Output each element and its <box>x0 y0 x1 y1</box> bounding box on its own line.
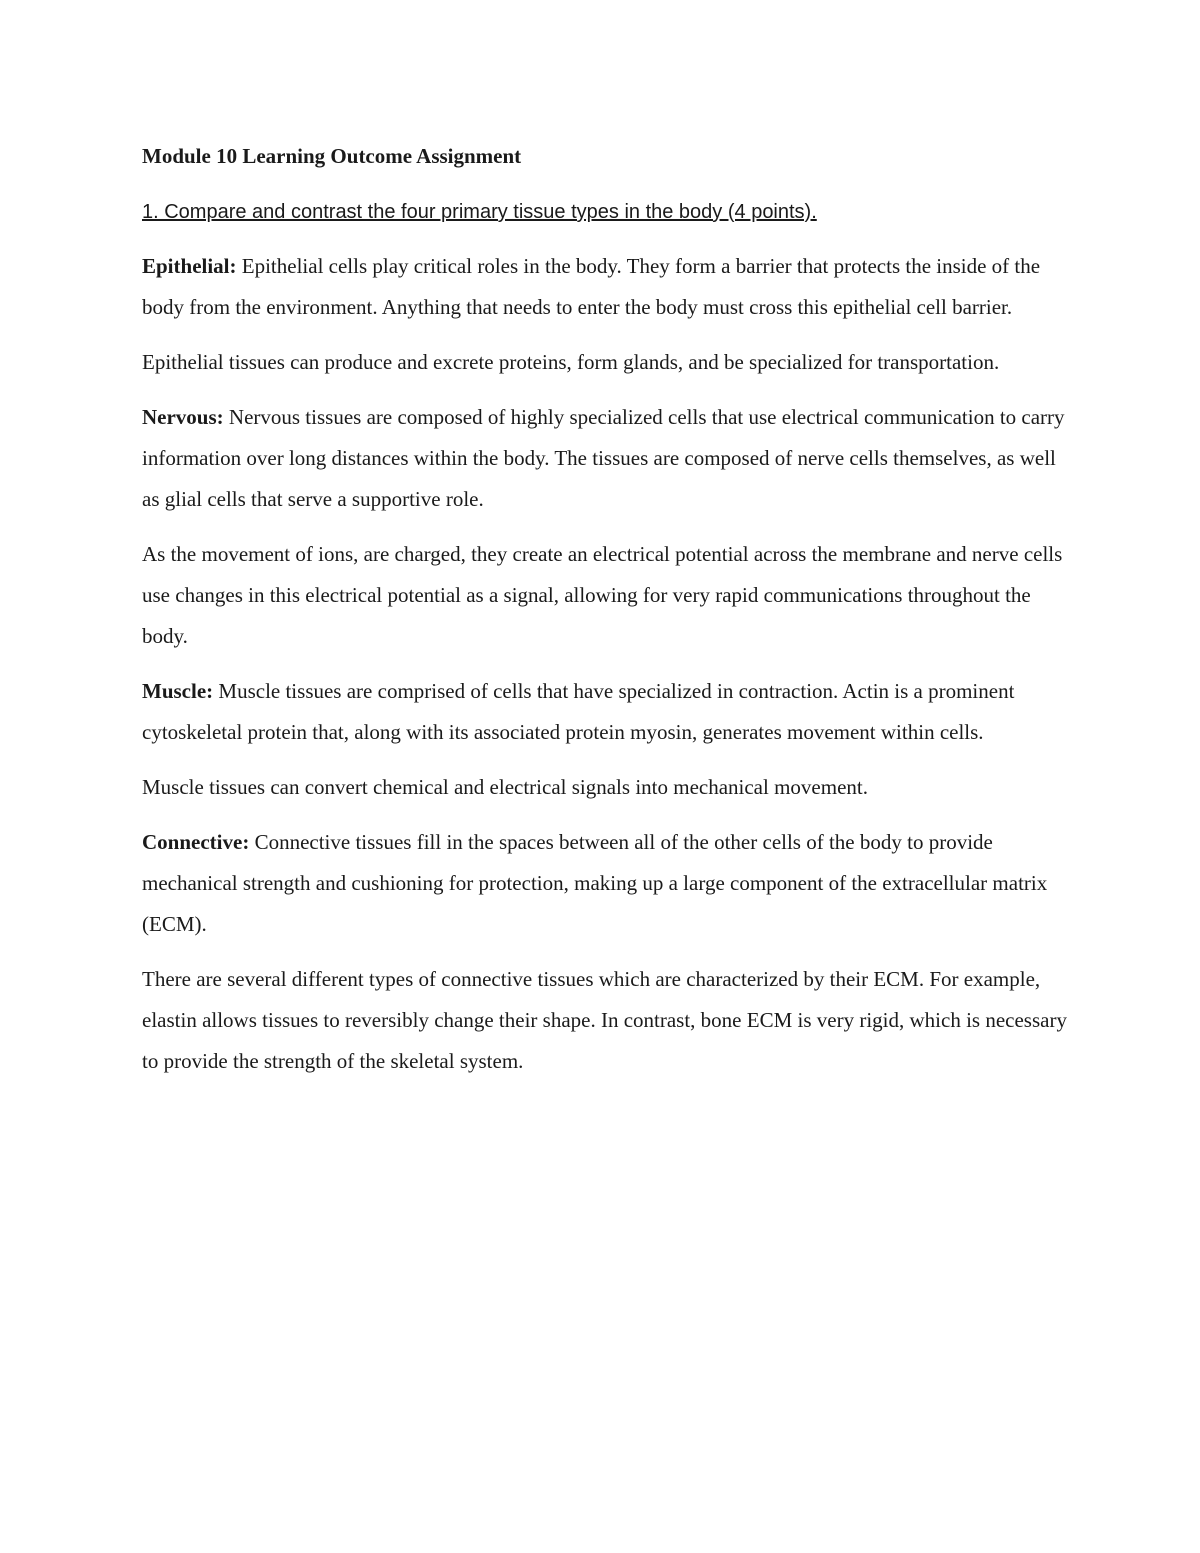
question-prompt: 1. Compare and contrast the four primary tissue types in the body (4 points). <box>142 201 817 223</box>
epithelial-paragraph-2 <box>142 342 1072 383</box>
muscle-text-2: Muscle tissues can convert chemical and electrical signals into mechanical movement. <box>142 775 868 799</box>
muscle-term: Muscle: <box>142 679 214 703</box>
document-title: Module 10 Learning Outcome Assignment <box>142 144 522 168</box>
muscle-paragraph <box>142 671 1072 753</box>
epithelial-text-1: Epithelial cells play critical roles in the body. They form a barrier that protects the inside of the body from the environment. Anything that needs to enter the body must cross this epithelial cell barrier. <box>142 254 1041 319</box>
muscle-text-1: Muscle tissues are comprised of cells that have specialized in contraction. Actin is a prominent cytoskeletal protein that, along with its associated protein myosin, generates movement within cells. <box>142 679 1015 744</box>
document-page <box>142 140 1072 1096</box>
connective-text-2: There are several different types of connective tissues which are characterized by their ECM. For example, elastin allows tissues to reversibly change their shape. In contrast, bone ECM is very rigid, which is necessary to provide the strength of the skeletal system. <box>142 967 1067 1073</box>
connective-term: Connective: <box>142 830 250 854</box>
nervous-text-2: As the movement of ions, are charged, they create an electrical potential across the membrane and nerve cells use changes in this electrical potential as a signal, allowing for very rapid communications throughout the body. <box>142 542 1063 648</box>
nervous-text-1: Nervous tissues are composed of highly specialized cells that use electrical communication to carry information over long distances within the body. The tissues are composed of nerve cells themselves, as well as glial cells that serve a supportive role. <box>142 405 1065 511</box>
connective-text-1: Connective tissues fill in the spaces between all of the other cells of the body to provide mechanical strength and cushioning for protection, making up a large component of the extracellular matrix (ECM). <box>142 830 1048 936</box>
nervous-term: Nervous: <box>142 405 224 429</box>
nervous-paragraph-2 <box>142 534 1072 657</box>
connective-paragraph <box>142 822 1072 945</box>
muscle-paragraph-2 <box>142 767 1072 808</box>
connective-paragraph-2 <box>142 959 1072 1082</box>
epithelial-term: Epithelial: <box>142 254 237 278</box>
nervous-paragraph <box>142 397 1072 520</box>
epithelial-paragraph <box>142 246 1072 328</box>
epithelial-text-2: Epithelial tissues can produce and excrete proteins, form glands, and be specialized for transportation. <box>142 350 1000 374</box>
